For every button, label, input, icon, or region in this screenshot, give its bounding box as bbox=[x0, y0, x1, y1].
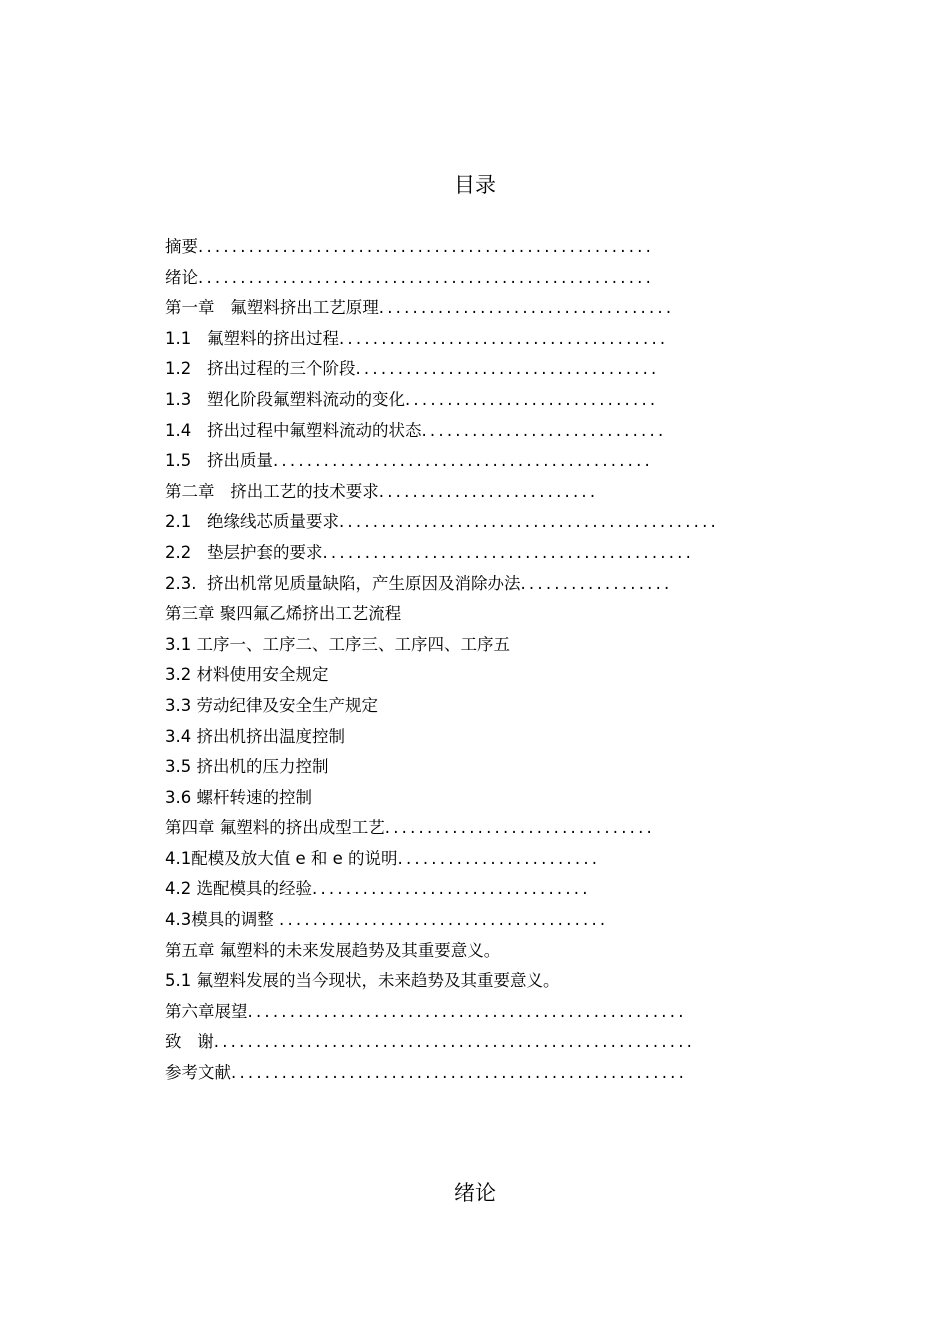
toc-entry[interactable] bbox=[165, 446, 825, 477]
toc-entry-label: 4.2 选配模具的经验 bbox=[165, 879, 312, 899]
toc-entry-label: 2.3. 挤出机常见质量缺陷，产生原因及消除办法 bbox=[165, 573, 521, 593]
toc-entry-label: 绪论 bbox=[165, 267, 198, 287]
toc-entry[interactable] bbox=[165, 538, 825, 569]
toc-entry-label: 1.1 氟塑料的挤出过程 bbox=[165, 328, 339, 348]
toc-entry-label: 第三章 聚四氟乙烯挤出工艺流程 bbox=[165, 604, 402, 624]
toc-dot-leader: ...................................................... bbox=[231, 1063, 688, 1083]
toc-entry-label: 致 谢 bbox=[165, 1032, 214, 1052]
toc-entry[interactable] bbox=[165, 660, 825, 691]
toc-entry[interactable] bbox=[165, 599, 825, 630]
toc-dot-leader: .................................... bbox=[355, 359, 660, 379]
toc-entry[interactable] bbox=[165, 416, 825, 447]
toc-entry[interactable] bbox=[165, 691, 825, 722]
toc-dot-leader: ...................................................... bbox=[198, 267, 655, 287]
toc-dot-leader: ................................. bbox=[312, 879, 591, 899]
toc-dot-leader: .................. bbox=[520, 573, 673, 593]
toc-dot-leader: ....................................... bbox=[279, 910, 609, 930]
toc-entry-label: 参考文献 bbox=[165, 1063, 231, 1083]
toc-entry-label: 1.5 挤出质量 bbox=[165, 451, 273, 471]
toc-entry[interactable] bbox=[165, 966, 825, 997]
toc-entry-label: 第五章 氟塑料的未来发展趋势及其重要意义。 bbox=[165, 940, 501, 960]
toc-entry[interactable] bbox=[165, 263, 825, 294]
toc-entry-label: 4.1配模及放大值 e 和 e 的说明 bbox=[165, 848, 398, 868]
toc-entry[interactable] bbox=[165, 813, 825, 844]
toc-entry[interactable] bbox=[165, 752, 825, 783]
toc-entry[interactable] bbox=[165, 507, 825, 538]
toc-dot-leader: ............................. bbox=[421, 420, 667, 440]
table-of-contents bbox=[165, 232, 825, 1089]
toc-entry[interactable] bbox=[165, 783, 825, 814]
toc-entry-label: 5.1 氟塑料发展的当今现状，未来趋势及其重要意义。 bbox=[165, 971, 560, 991]
toc-entry-label: 第六章展望 bbox=[165, 1001, 248, 1021]
toc-entry-label: 3.4 挤出机挤出温度控制 bbox=[165, 726, 345, 746]
toc-dot-leader: ....................................... bbox=[338, 328, 669, 348]
toc-entry-label: 1.3 塑化阶段氟塑料流动的变化 bbox=[165, 389, 405, 409]
toc-entry-label: 第一章 氟塑料挤出工艺原理 bbox=[165, 298, 379, 318]
toc-entry-label: 2.2 垫层护套的要求 bbox=[165, 542, 323, 562]
toc-dot-leader: ............................................. bbox=[272, 451, 654, 471]
toc-entry-label: 3.6 螺杆转速的控制 bbox=[165, 787, 312, 807]
toc-entry-label: 1.2 挤出过程的三个阶段 bbox=[165, 359, 356, 379]
toc-dot-leader: ............................................. bbox=[338, 512, 720, 532]
toc-dot-leader: ......................................................... bbox=[213, 1032, 696, 1052]
toc-dot-leader: ...................................................... bbox=[198, 237, 655, 256]
section-title-introduction: 绪论 bbox=[454, 1181, 496, 1205]
toc-entry-label: 3.2 材料使用安全规定 bbox=[165, 665, 329, 685]
toc-entry[interactable] bbox=[165, 997, 825, 1028]
toc-dot-leader: ............................................ bbox=[322, 542, 695, 562]
toc-entry[interactable] bbox=[165, 874, 825, 905]
toc-entry-label: 2.1 绝缘线芯质量要求 bbox=[165, 512, 339, 532]
toc-entry[interactable] bbox=[165, 630, 825, 661]
toc-dot-leader: ................................... bbox=[378, 298, 675, 318]
toc-entry[interactable] bbox=[165, 477, 825, 508]
toc-dot-leader: .......................... bbox=[378, 481, 599, 501]
toc-entry[interactable] bbox=[165, 905, 825, 936]
toc-entry[interactable] bbox=[165, 293, 825, 324]
toc-entry[interactable] bbox=[165, 385, 825, 416]
toc-entry-label: 第四章 氟塑料的挤出成型工艺 bbox=[165, 818, 385, 838]
toc-entry[interactable] bbox=[165, 936, 825, 967]
toc-entry[interactable] bbox=[165, 354, 825, 385]
toc-entry[interactable] bbox=[165, 232, 825, 263]
toc-entry[interactable] bbox=[165, 324, 825, 355]
toc-dot-leader: ........................ bbox=[397, 848, 601, 868]
toc-entry-label: 3.3 劳动纪律及安全生产规定 bbox=[165, 695, 378, 715]
toc-entry-label: 摘要 bbox=[165, 237, 198, 256]
toc-entry-label: 4.3模具的调整 bbox=[165, 910, 279, 930]
toc-entry[interactable] bbox=[165, 844, 825, 875]
toc-dot-leader: .............................. bbox=[404, 389, 659, 409]
toc-entry-label: 1.4 挤出过程中氟塑料流动的状态 bbox=[165, 420, 422, 440]
toc-entry[interactable] bbox=[165, 722, 825, 753]
toc-entry-label: 3.5 挤出机的压力控制 bbox=[165, 757, 329, 777]
toc-entry-label: 3.1 工序一、工序二、工序三、工序四、工序五 bbox=[165, 634, 510, 654]
toc-dot-leader: .................................................... bbox=[247, 1001, 687, 1021]
toc-dot-leader: ................................ bbox=[384, 818, 655, 838]
toc-title: 目录 bbox=[454, 173, 496, 197]
toc-entry[interactable] bbox=[165, 1058, 825, 1089]
toc-entry[interactable] bbox=[165, 569, 825, 600]
toc-entry-label: 第二章 挤出工艺的技术要求 bbox=[165, 481, 379, 501]
toc-entry[interactable] bbox=[165, 1027, 825, 1058]
